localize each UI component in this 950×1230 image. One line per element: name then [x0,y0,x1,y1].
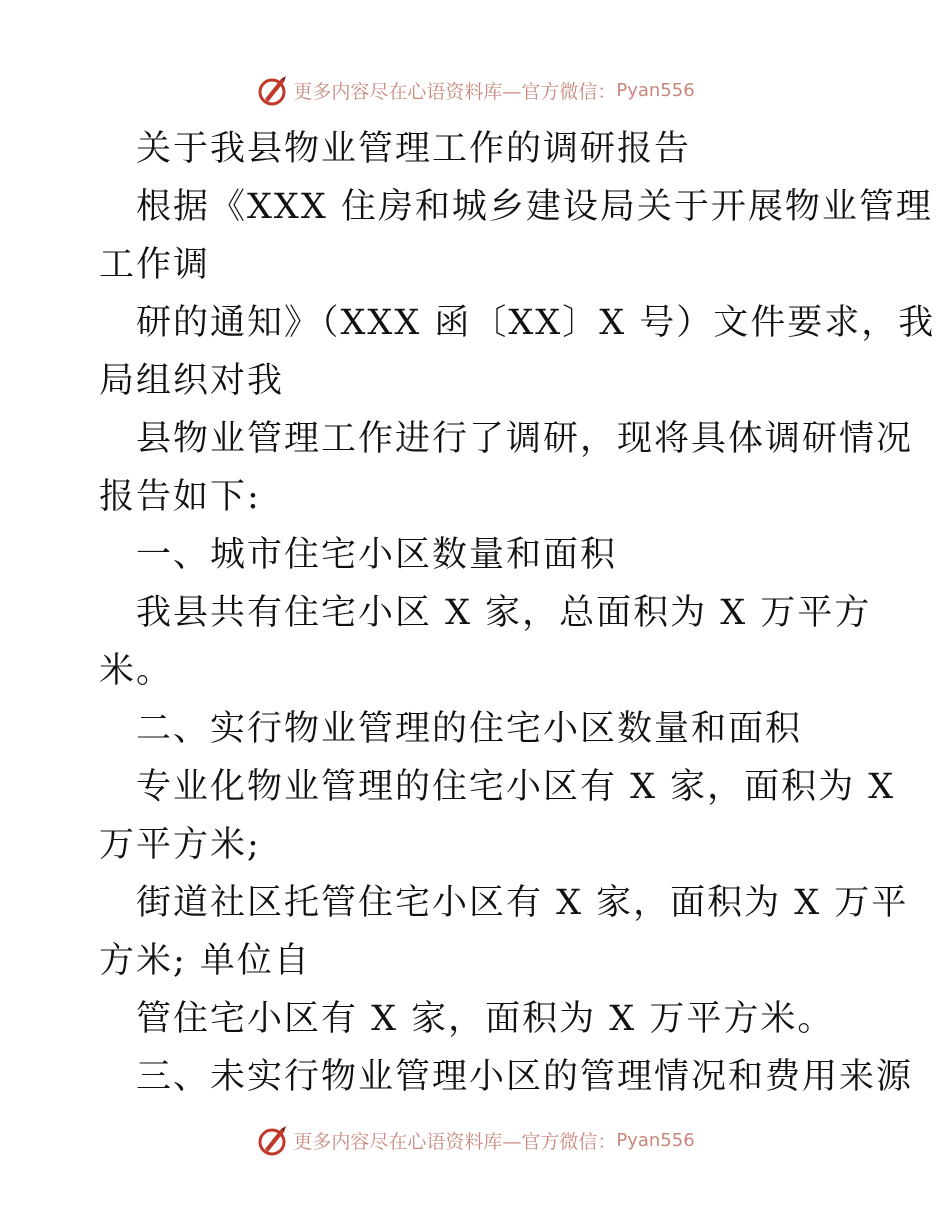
paragraph-line: 专业化物业管理的住宅小区有 X 家，面积为 X [136,767,896,807]
watermark-text-cn: 更多内容尽在心语资料库—官方微信： [293,1130,617,1153]
paragraph-line: 方米; 单位自 [99,941,311,981]
watermark-wechat-id: Pyan556 [616,79,695,101]
quill-pen-logo-icon [255,1123,289,1157]
watermark-banner-top [0,70,950,110]
paragraph-line: 县物业管理工作进行了调研，现将具体调研情况 [136,419,914,459]
paragraph-line: 局组织对我 [99,361,285,401]
watermark-banner-bottom [0,1120,950,1160]
paragraph-line: 街道社区托管住宅小区有 X 家，面积为 X 万平 [136,883,909,923]
paragraph-line: 报告如下: [99,477,261,517]
paragraph-line: 根据《XXX 住房和城乡建设局关于开展物业管理 [136,187,933,227]
watermark-wechat-id: Pyan556 [616,1129,695,1151]
paragraph-line: 米。 [99,651,174,691]
paragraph-line: 管住宅小区有 X 家，面积为 X 万平方米。 [136,999,835,1039]
section-heading: 二、实行物业管理的住宅小区数量和面积 [136,709,803,749]
paragraph-line: 研的通知》（XXX 函〔XX〕X 号）文件要求，我 [136,303,936,343]
paragraph-line: 万平方米; [99,825,261,865]
section-heading: 三、未实行物业管理小区的管理情况和费用来源 [136,1057,914,1097]
document-title: 关于我县物业管理工作的调研报告 [136,129,692,169]
document-body [99,120,936,1106]
section-heading: 一、城市住宅小区数量和面积 [136,535,618,575]
paragraph-line: 我县共有住宅小区 X 家，总面积为 X 万平方 [136,593,872,633]
watermark-text-cn: 更多内容尽在心语资料库—官方微信： [293,80,617,103]
quill-pen-logo-icon [255,73,289,107]
paragraph-line: 工作调 [99,245,211,285]
